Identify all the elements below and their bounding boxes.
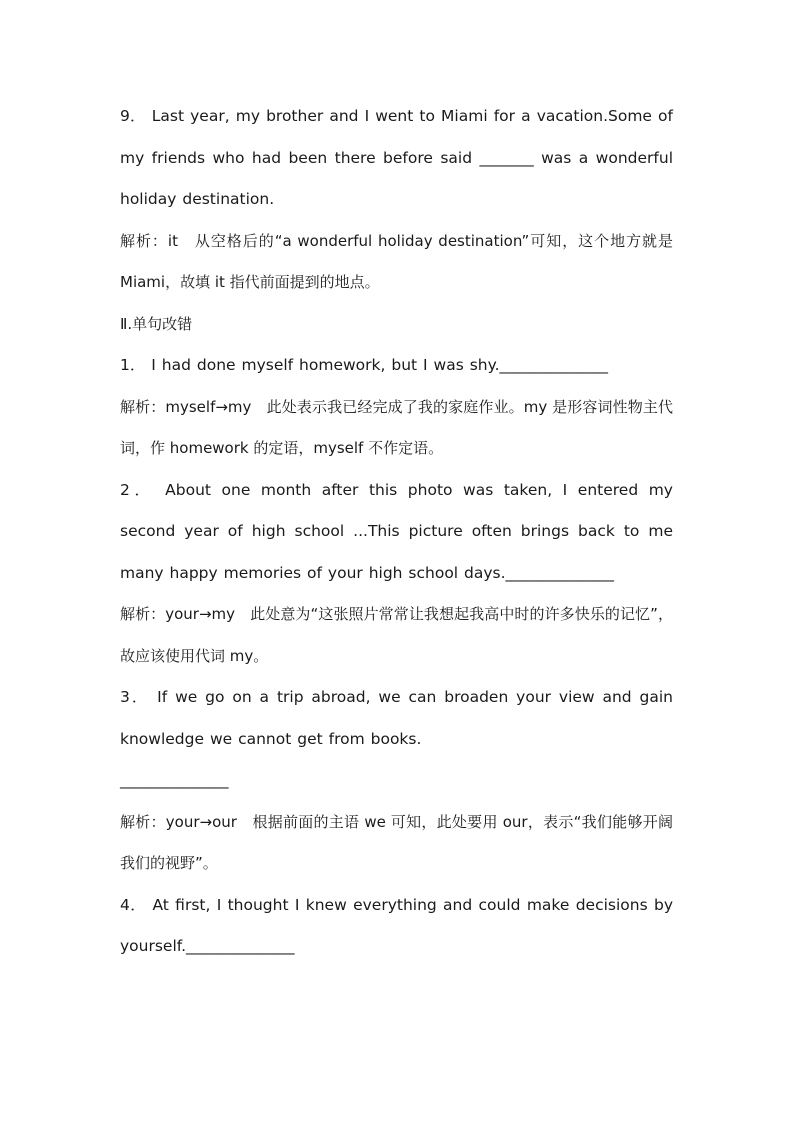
question-9: 9． Last year, my brother and I went to Miami for a vacation.Some of my friends who had been there before said _______ was a wonderful holiday destination. [120, 107, 673, 208]
answer-blank-3: ______________ [120, 771, 229, 789]
section-heading: Ⅱ.单句改错 [120, 314, 193, 333]
question-3: 3． If we go on a trip abroad, we can broaden your view and gain knowledge we cannot get from books. [120, 688, 673, 748]
question-2: 2． About one month after this photo was taken, I entered my second year of high school ...This picture often brings back to me many happy memories of your high school days.______________ [120, 480, 673, 582]
analysis-3: 解析：your→our 根据前面的主语 we 可知，此处要用 our，表示“我们能够开阔我们的视野”。 [120, 812, 673, 872]
analysis-9: 解析：it 从空格后的“a wonderful holiday destination”可知，这个地方就是 Miami，故填 it 指代前面提到的地点。 [120, 231, 673, 291]
question-4: 4． At first, I thought I knew everything and could make decisions by yourself.______________ [120, 895, 673, 955]
analysis-2: 解析：your→my 此处意为“这张照片常常让我想起我高中时的许多快乐的记忆”，故应该使用代词 my。 [120, 605, 673, 665]
analysis-1: 解析：myself→my 此处表示我已经完成了我的家庭作业。my 是形容词性物主代词，作 homework 的定语，myself 不作定语。 [120, 397, 673, 457]
document-page [120, 96, 673, 968]
question-1: 1． I had done myself homework, but I was shy.______________ [120, 356, 608, 374]
